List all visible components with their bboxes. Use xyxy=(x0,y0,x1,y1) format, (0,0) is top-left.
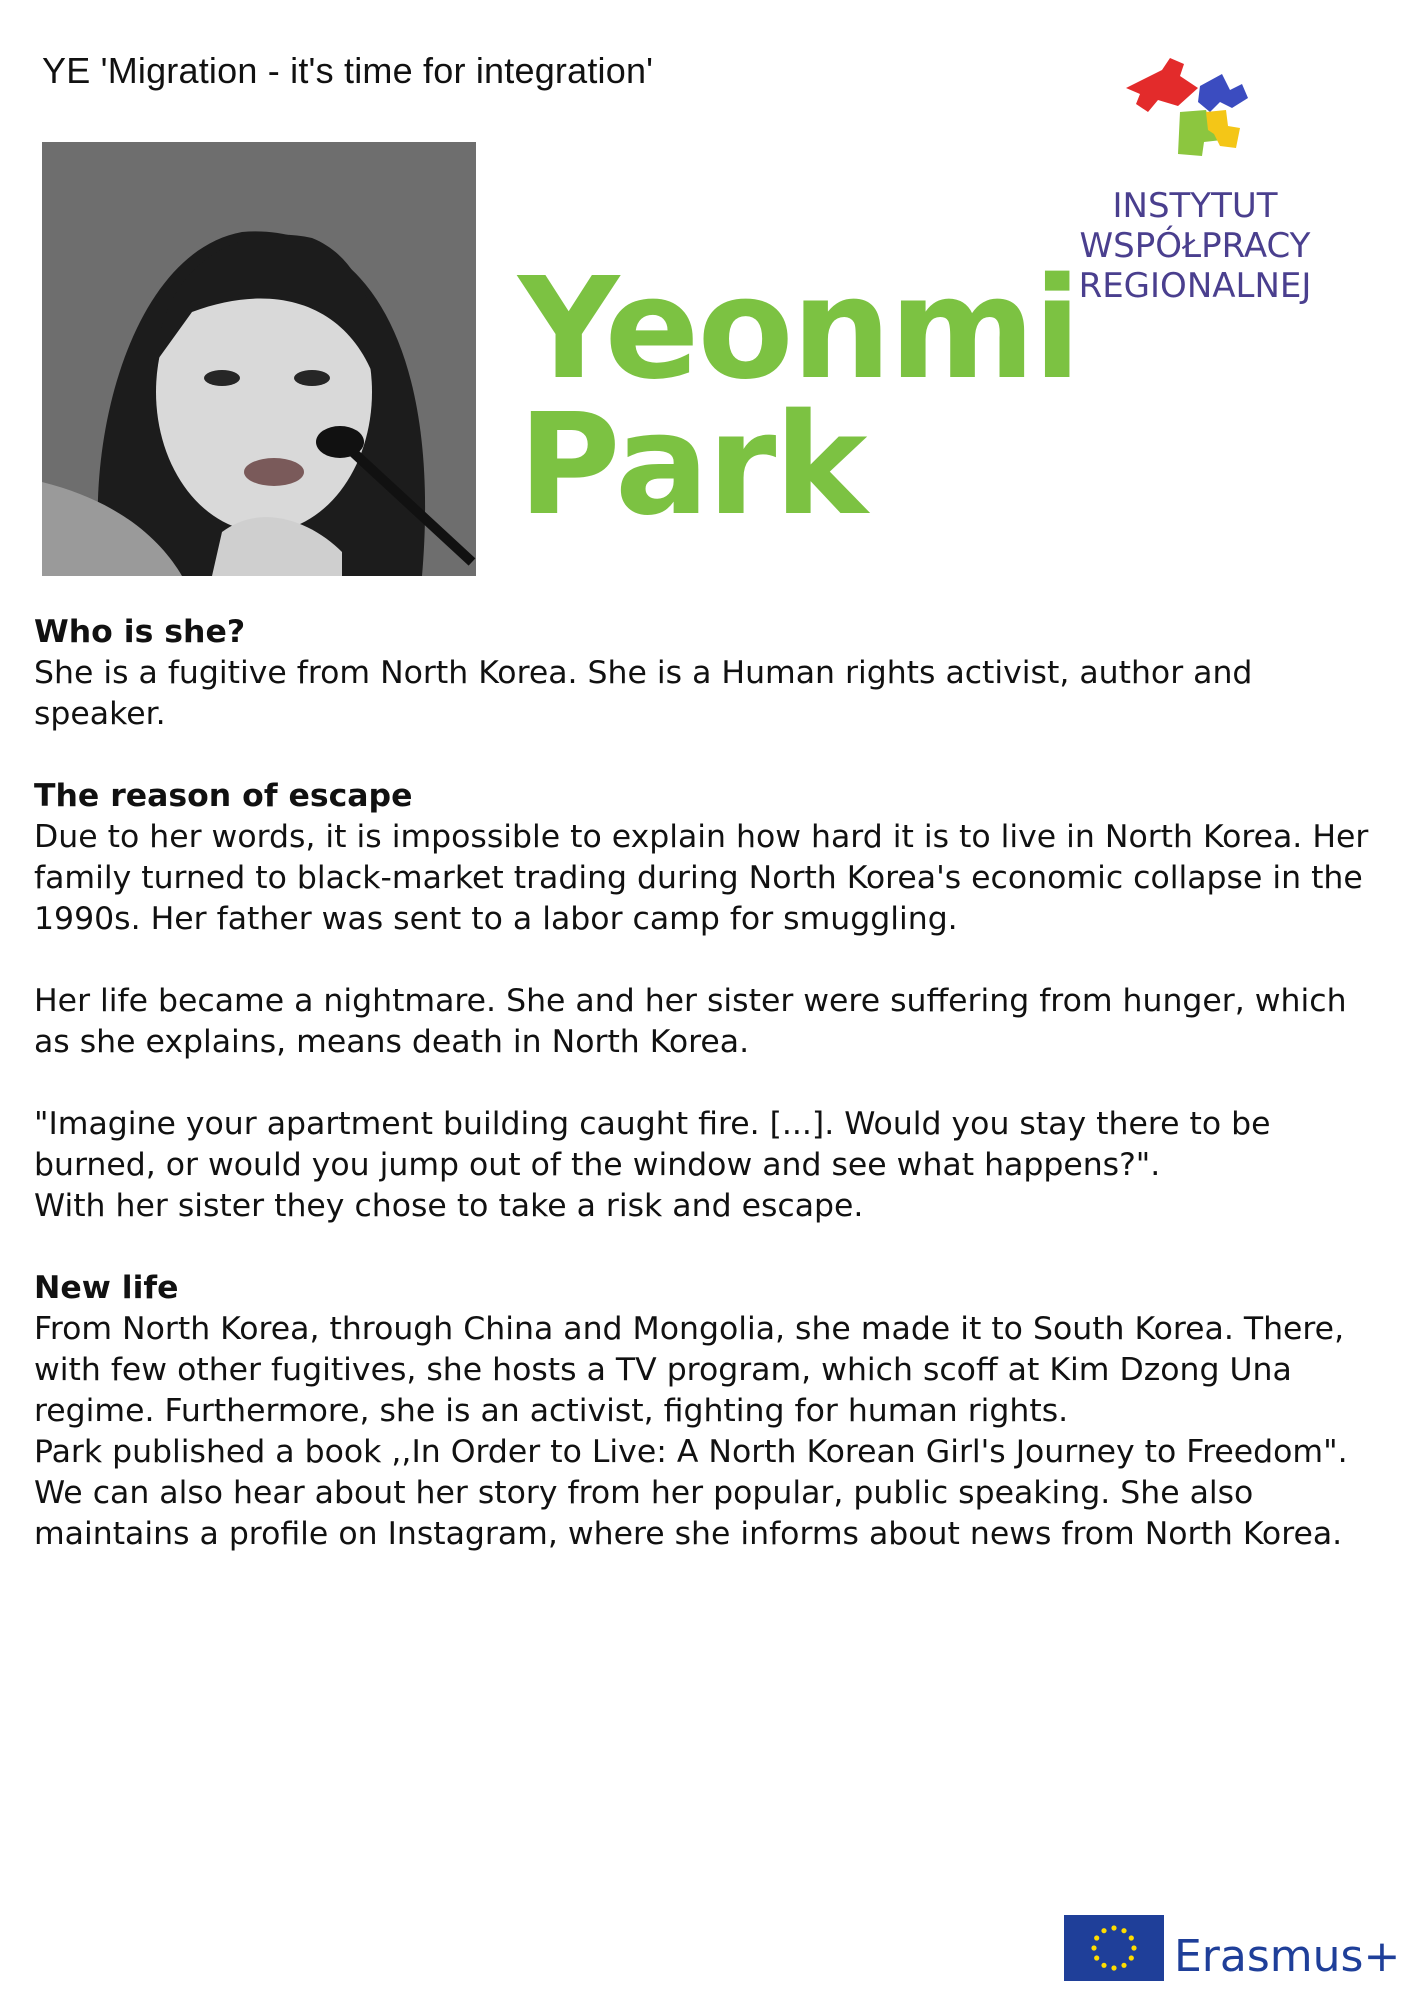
biography-body xyxy=(34,612,1374,1555)
person-name-heading xyxy=(518,248,1080,547)
who-text: She is a fugitive from North Korea. She is a Human rights activist, author and speaker. xyxy=(34,655,1253,732)
eu-flag-icon xyxy=(1064,1915,1164,1981)
first-name: Yeonmi xyxy=(518,248,1080,411)
logo-line-2: REGIONALNEJ xyxy=(1078,266,1312,306)
erasmus-logo xyxy=(1064,1914,1400,1982)
new-life-paragraph-1: From North Korea, through China and Mongolia, she made it to South Korea. There, with few other fugitives, she hosts a TV program, which scoff at Kim Dzong Una regime. Furthermore, she is an activist, fighting for human rights. xyxy=(34,1311,1345,1429)
who-heading: Who is she? xyxy=(34,614,246,650)
escape-paragraph-2: Her life became a nightmare. She and her sister were suffering from hunger, which as she explains, means death in North Korea. xyxy=(34,983,1347,1060)
escape-paragraph-1: Due to her words, it is impossible to explain how hard it is to live in North Korea. Her family turned to black-market trading during North Korea's economic collapse in the 1990s. Her father was sent to a labor camp for smuggling. xyxy=(34,819,1369,937)
erasmus-label: Erasmus+ xyxy=(1174,1930,1401,1982)
document-title: YE 'Migration - it's time for integration' xyxy=(42,50,654,91)
new-life-heading: New life xyxy=(34,1270,179,1306)
escape-quote: "Imagine your apartment building caught fire. [...]. Would you stay there to be burned, or would you jump out of the window and see what happens?". xyxy=(34,1106,1271,1183)
portrait-photo xyxy=(42,142,476,576)
logo-line-1: INSTYTUT WSPÓŁPRACY xyxy=(1079,186,1311,266)
puzzle-logo-icon xyxy=(1118,50,1258,178)
escape-heading: The reason of escape xyxy=(34,778,413,814)
last-name: Park xyxy=(518,384,866,547)
escape-paragraph-3: With her sister they chose to take a risk and escape. xyxy=(34,1188,864,1224)
new-life-paragraph-2: Park published a book ,,In Order to Live: A North Korean Girl's Journey to Freedom". We can also hear about her story from her popular, public speaking. She also maintains a profile on Instagram, where she informs about news from North Korea. xyxy=(34,1434,1348,1552)
